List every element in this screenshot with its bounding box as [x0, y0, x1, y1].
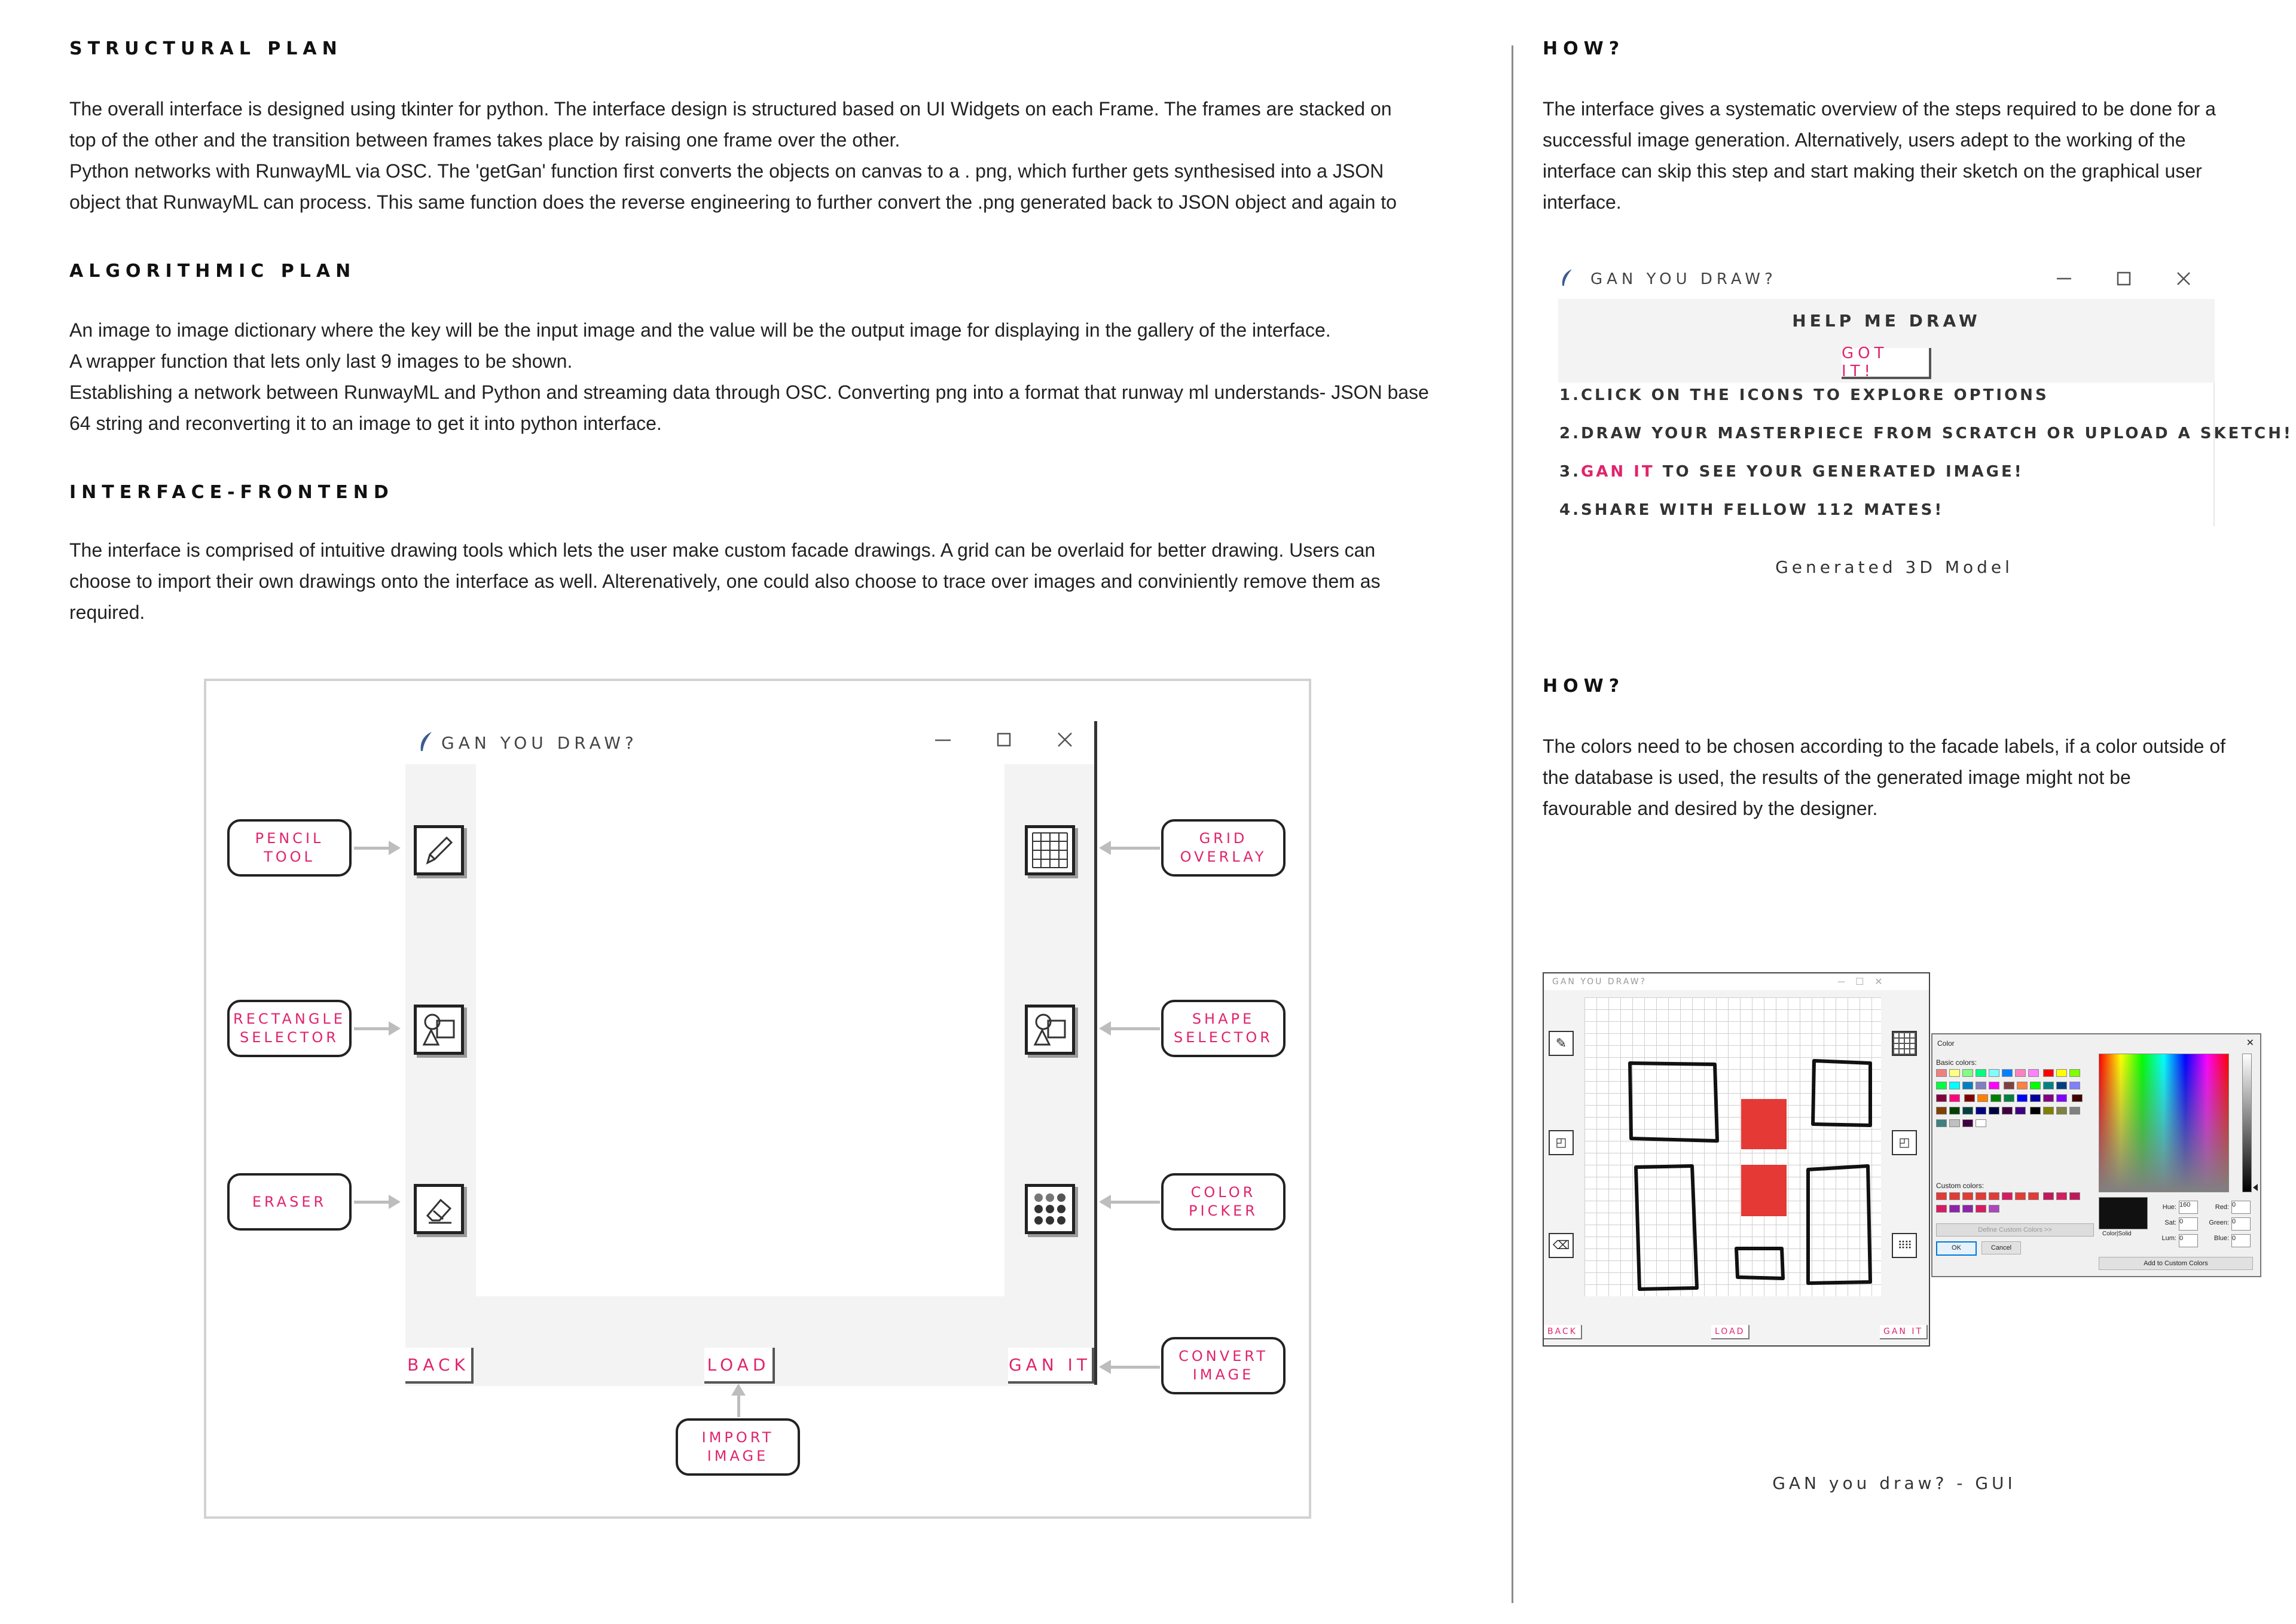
- text-line: The interface gives a systematic overview of the steps required to be done for a: [1543, 98, 2216, 120]
- mini-gui-title: GAN YOU DRAW?: [1552, 977, 1647, 987]
- add-to-custom-colors-button[interactable]: Add to Custom Colors: [2099, 1257, 2253, 1270]
- arrow-left-icon: [1101, 847, 1160, 850]
- arrow-right-icon: [354, 1201, 398, 1204]
- help-step-2: 2.DRAW YOUR MASTERPIECE FROM SCRATCH OR UPLOAD A SKETCH!: [1559, 425, 2293, 442]
- paragraph-algorithmic-plan: [69, 315, 1429, 439]
- help-header-title: HELP ME DRAW: [1792, 311, 1981, 331]
- palette-dots-icon[interactable]: ⠿⠿: [1892, 1233, 1917, 1258]
- arrow-up-icon: [737, 1393, 740, 1417]
- callout-rectangle-selector: RECTANGLE SELECTOR: [227, 1000, 352, 1057]
- eraser-icon: [417, 1187, 461, 1231]
- help-window-edge: [2213, 383, 2215, 526]
- heading-how-2: HOW?: [1543, 676, 1625, 697]
- sketch-window-fill: [1741, 1099, 1787, 1216]
- help-window-title: GAN YOU DRAW?: [1590, 270, 1777, 288]
- pencil-tool-button[interactable]: [414, 825, 464, 875]
- paragraph-interface-frontend: [69, 535, 1381, 628]
- basic-colors-grid[interactable]: [1936, 1069, 2092, 1132]
- maximize-icon[interactable]: [2115, 270, 2132, 287]
- text-line: interface.: [1543, 191, 1622, 213]
- callout-eraser: ERASER: [227, 1173, 352, 1231]
- callout-color-picker: COLOR PICKER: [1161, 1173, 1286, 1231]
- text-line: The colors need to be chosen according to the facade labels, if a color outside of: [1543, 735, 2226, 757]
- rgb-inputs[interactable]: [2231, 1201, 2251, 1247]
- minimize-icon[interactable]: [2056, 270, 2072, 287]
- color-preview: [2099, 1197, 2148, 1229]
- text-line: An image to image dictionary where the key will be the input image and the value will be the output image for displaying in the gallery of the interface.: [69, 319, 1331, 341]
- arrow-left-icon: [1101, 1027, 1160, 1030]
- text-line: interface can skip this step and start making their sketch on the graphical user: [1543, 160, 2202, 182]
- help-step-3: 3.GAN IT TO SEE YOUR GENERATED IMAGE!: [1559, 463, 2024, 481]
- maximize-icon[interactable]: [995, 731, 1013, 749]
- color-solid-label: Color|Solid: [2102, 1231, 2132, 1237]
- arrow-left-icon: [1101, 1366, 1160, 1369]
- text-line: The overall interface is designed using tkinter for python. The interface design is structured based on UI Widgets on each Frame. The frames are stacked on: [69, 98, 1392, 120]
- got-it-button[interactable]: GOT IT!: [1842, 348, 1931, 379]
- close-icon[interactable]: [2175, 270, 2192, 287]
- text-line: top of the other and the transition between frames takes place by raising one frame over the other.: [69, 129, 900, 151]
- load-button[interactable]: LOAD: [704, 1348, 775, 1384]
- text-line: required.: [69, 602, 145, 623]
- hsl-labels: Hue: Sat: Lum:: [2161, 1204, 2176, 1242]
- help-step-1: 1.CLICK ON THE ICONS TO EXPLORE OPTIONS: [1559, 386, 2049, 404]
- paragraph-how-1: [1543, 93, 2246, 218]
- minimize-icon[interactable]: [934, 731, 952, 749]
- feather-icon: [1559, 268, 1575, 288]
- grid-icon: [1028, 828, 1072, 872]
- slider-arrow-icon[interactable]: [2253, 1184, 2258, 1191]
- text-line: the database is used, the results of the generated image might not be: [1543, 767, 2131, 788]
- heading-structural-plan: STRUCTURAL PLAN: [69, 38, 343, 59]
- shape-selector-button[interactable]: [1025, 1005, 1075, 1055]
- text-line: favourable and desired by the designer.: [1543, 798, 1878, 819]
- text-line: The interface is comprised of intuitive drawing tools which lets the user make custom facade drawings. A grid can be overlaid for better drawing. Users can: [69, 539, 1376, 561]
- caption-gui: GAN you draw? - GUI: [1772, 1473, 2016, 1493]
- blue-input[interactable]: 0: [2231, 1234, 2251, 1247]
- help-step-4: 4.SHARE WITH FELLOW 112 MATES!: [1559, 501, 1944, 519]
- text-line: Python networks with RunwayML via OSC. The 'getGan' function first converts the objects on canvas to a . png, which further gets synthesised into a JSON: [69, 160, 1384, 182]
- window-edge: [1094, 721, 1097, 1385]
- paragraph-how-2: [1543, 731, 2246, 824]
- sat-input[interactable]: 0: [2179, 1217, 2198, 1231]
- mini-gan-it-button[interactable]: GAN IT: [1880, 1325, 1928, 1339]
- facade-sketch: [1584, 997, 1881, 1296]
- pencil-icon[interactable]: ✎: [1549, 1031, 1574, 1056]
- cancel-button[interactable]: Cancel: [1981, 1241, 2021, 1254]
- close-icon[interactable]: ✕: [2246, 1038, 2254, 1048]
- luminance-slider[interactable]: [2242, 1054, 2252, 1192]
- window-title: GAN YOU DRAW?: [441, 733, 638, 753]
- grid-overlay-button[interactable]: [1025, 825, 1075, 875]
- rgb-labels: Red: Green: Blue:: [2209, 1204, 2229, 1242]
- shapes-icon[interactable]: ◰: [1892, 1130, 1917, 1155]
- shapes-icon[interactable]: ◰: [1549, 1130, 1574, 1155]
- custom-colors-grid[interactable]: [1936, 1192, 2092, 1217]
- rectangle-selector-button[interactable]: [414, 1005, 464, 1055]
- callout-pencil-tool: PENCIL TOOL: [227, 819, 352, 877]
- close-icon[interactable]: [1056, 731, 1074, 749]
- eraser-tool-button[interactable]: [414, 1184, 464, 1234]
- text-line: A wrapper function that lets only last 9 images to be shown.: [69, 350, 573, 372]
- heading-algorithmic-plan: ALGORITHMIC PLAN: [69, 261, 356, 282]
- text-line: object that RunwayML can process. This same function does the reverse engineering to further convert the .png generated back to JSON object and again to: [69, 191, 1397, 213]
- color-spectrum[interactable]: [2099, 1054, 2229, 1192]
- gan-it-button[interactable]: GAN IT: [1008, 1348, 1094, 1384]
- text-line: successful image generation. Alternatively, users adept to the working of the: [1543, 129, 2186, 151]
- callout-grid-overlay: GRID OVERLAY: [1161, 819, 1286, 877]
- arrow-left-icon: [1101, 1201, 1160, 1204]
- custom-colors-label: Custom colors:: [1936, 1182, 1984, 1190]
- ok-button[interactable]: OK: [1936, 1241, 1977, 1256]
- arrow-right-icon: [354, 1027, 398, 1030]
- lum-input[interactable]: 0: [2179, 1234, 2198, 1247]
- column-divider: [1512, 45, 1513, 1603]
- drawing-canvas[interactable]: [476, 764, 1004, 1296]
- palette-dots-icon: [1028, 1187, 1072, 1231]
- mini-load-button[interactable]: LOAD: [1711, 1325, 1750, 1339]
- callout-import-image: IMPORT IMAGE: [676, 1418, 800, 1476]
- shapes-icon: [417, 1008, 461, 1052]
- caption-generated-3d-model: Generated 3D Model: [1775, 557, 2013, 577]
- shapes-icon: [1028, 1008, 1072, 1052]
- callout-shape-selector: SHAPE SELECTOR: [1161, 1000, 1286, 1057]
- hsl-inputs[interactable]: [2179, 1201, 2198, 1247]
- define-custom-colors-button[interactable]: Define Custom Colors >>: [1936, 1223, 2094, 1237]
- red-input[interactable]: 0: [2231, 1201, 2251, 1214]
- hue-input[interactable]: 160: [2179, 1201, 2198, 1214]
- callout-convert-image: CONVERT IMAGE: [1161, 1337, 1286, 1394]
- grid-icon[interactable]: [1892, 1031, 1917, 1056]
- text-line: 64 string and reconverting it to an image to get it into python interface.: [69, 413, 662, 434]
- basic-colors-label: Basic colors:: [1936, 1058, 1977, 1067]
- color-dialog-title: Color: [1937, 1039, 1955, 1048]
- back-button[interactable]: BACK: [405, 1348, 474, 1384]
- green-input[interactable]: 0: [2231, 1217, 2251, 1231]
- feather-icon: [417, 731, 435, 753]
- eraser-icon[interactable]: ⌫: [1549, 1233, 1574, 1258]
- mini-window-controls-icon: ─ ☐ ✕: [1838, 977, 1883, 987]
- text-line: choose to import their own drawings onto the interface as well. Alterenatively, one could also choose to trace over images and conviniently remove them as: [69, 570, 1381, 592]
- heading-how-1: HOW?: [1543, 38, 1625, 59]
- pencil-icon: [417, 828, 461, 872]
- paragraph-structural-plan: [69, 93, 1397, 218]
- color-picker-button[interactable]: [1025, 1184, 1075, 1234]
- text-line: Establishing a network between RunwayML and Python and streaming data through OSC. Converting png into a format that runway ml understands- JSON base: [69, 381, 1429, 403]
- heading-interface-frontend: INTERFACE-FRONTEND: [69, 482, 394, 503]
- arrow-right-icon: [354, 847, 398, 850]
- mini-back-button[interactable]: BACK: [1544, 1325, 1582, 1339]
- color-dialog: [1931, 1033, 2261, 1277]
